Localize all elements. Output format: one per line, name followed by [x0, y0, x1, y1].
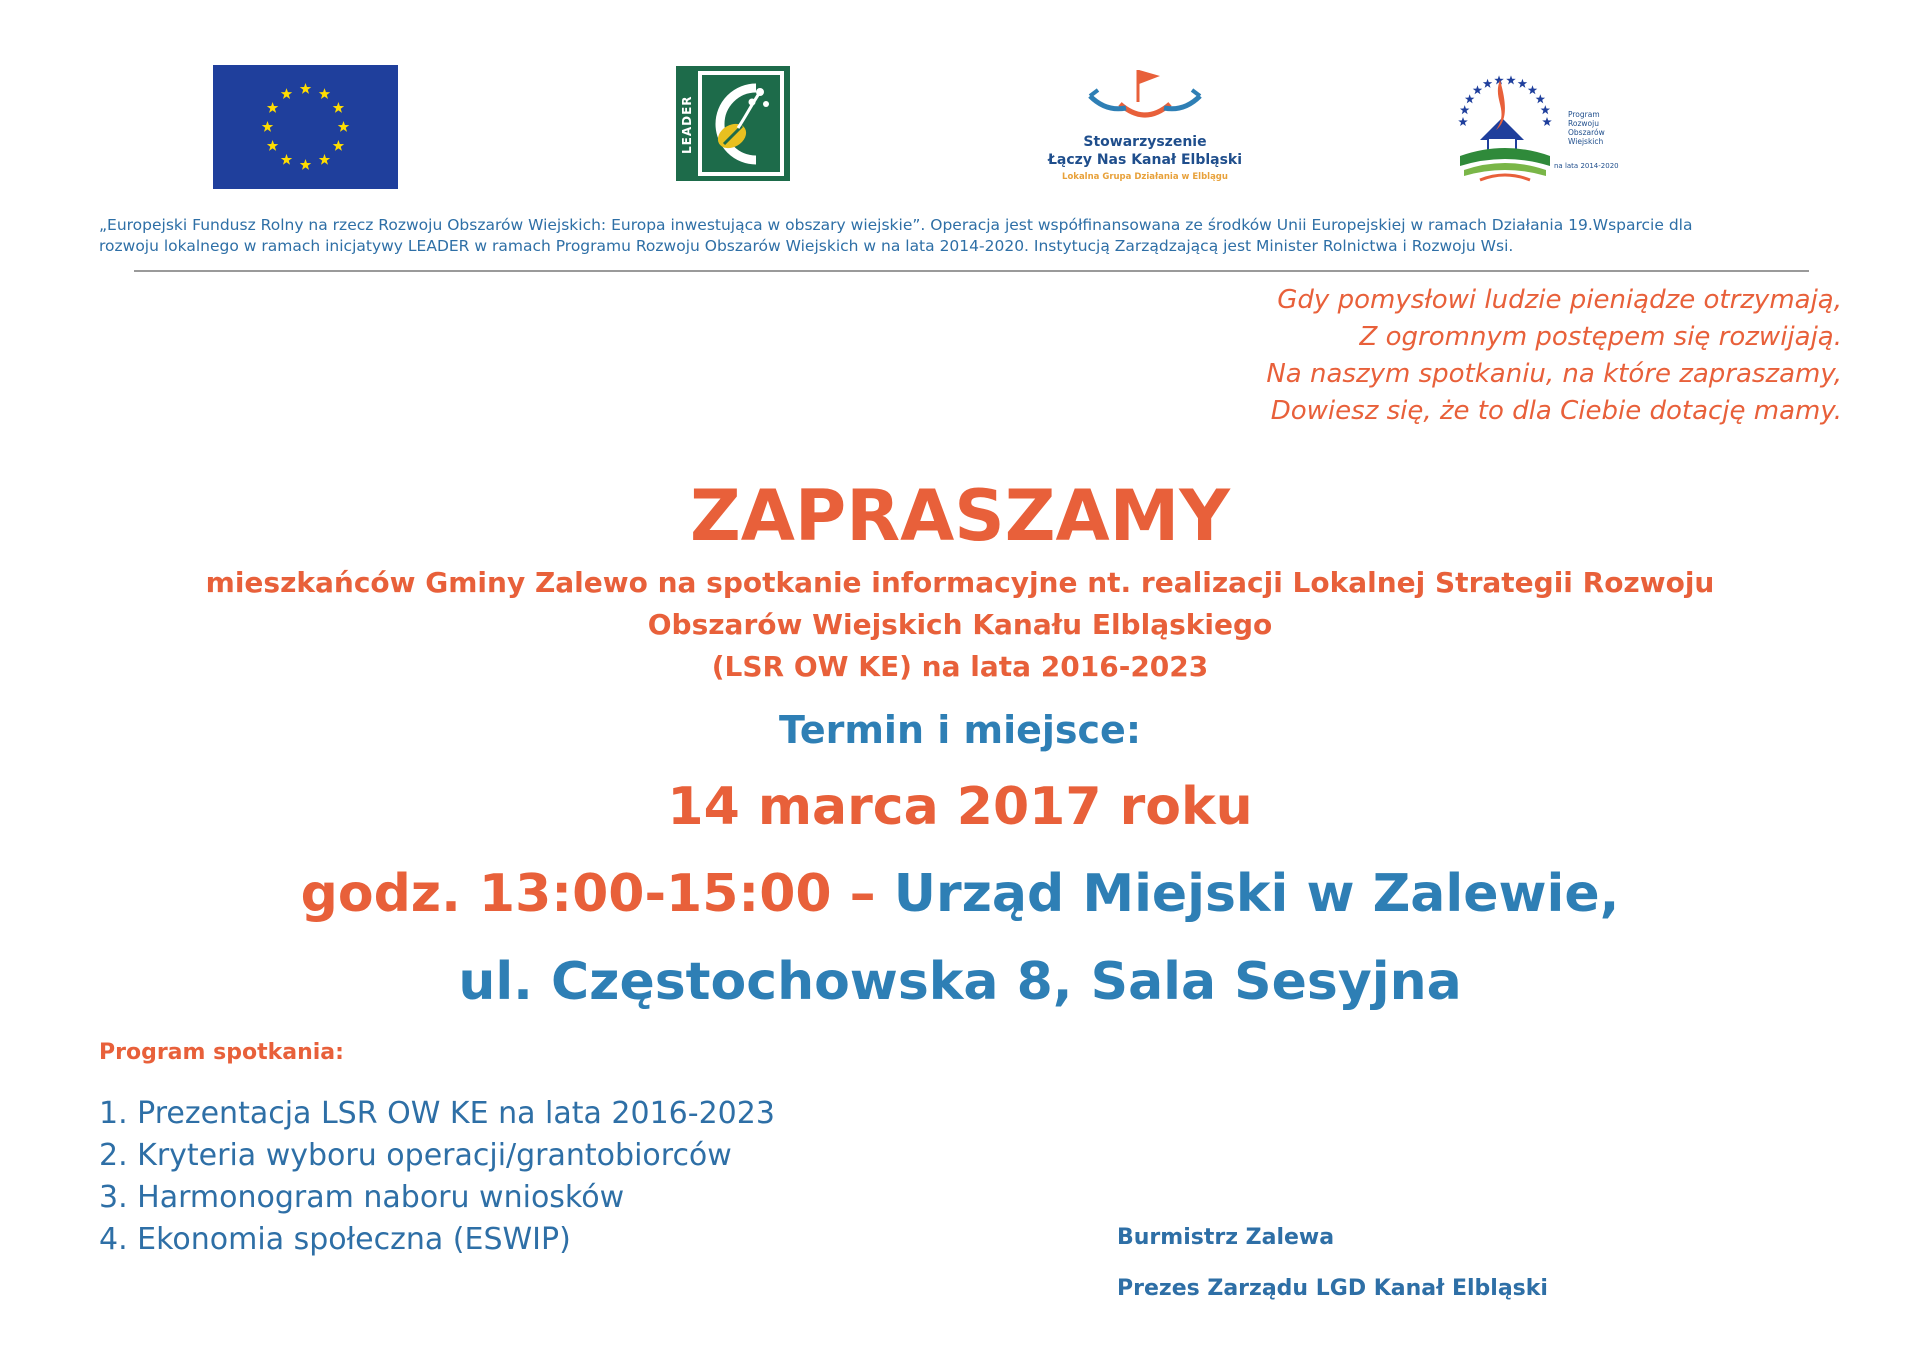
prow-logo-text: Program Rozwoju Obszarów Wiejskich	[1568, 110, 1605, 146]
program-list	[99, 1093, 775, 1261]
prow-star-icon	[1506, 75, 1516, 84]
signature-lgd-president: Prezes Zarządu LGD Kanał Elbląski	[1117, 1276, 1548, 1301]
divider	[134, 270, 1809, 272]
prow-logo-icon	[1450, 70, 1636, 185]
prow-star-icon	[1536, 94, 1546, 103]
invitation-line: mieszkańców Gminy Zalewo na spotkanie informacyjne nt. realizacji Lokalnej Strategii Rozwoju	[205, 566, 1715, 599]
program-item: 4. Ekonomia społeczna (ESWIP)	[99, 1222, 571, 1257]
signature-mayor: Burmistrz Zalewa	[1117, 1225, 1335, 1250]
poem-line: Z ogromnym postępem się rozwijają.	[1359, 322, 1842, 352]
poem-line: Na naszym spotkaniu, na które zapraszamy,	[1266, 359, 1842, 389]
prow-star-icon	[1528, 85, 1538, 94]
event-date: 14 marca 2017 roku	[667, 777, 1253, 837]
prow-star-icon	[1541, 105, 1551, 114]
prow-star-icon	[1518, 79, 1528, 88]
prow-logo-years: na lata 2014-2020	[1554, 162, 1619, 170]
invitation-line: (LSR OW KE) na lata 2016-2023	[711, 650, 1209, 683]
program-label: Program spotkania:	[99, 1040, 344, 1065]
lgd-name-line2: Łączy Nas Kanał Elbląski	[1047, 152, 1243, 168]
invitation-title: ZAPRASZAMY	[689, 475, 1230, 557]
prow-star-icon	[1542, 117, 1552, 126]
program-item: 1. Prezentacja LSR OW KE na lata 2016-2023	[99, 1096, 775, 1131]
poem-line: Dowiesz się, że to dla Ciebie dotację mamy.	[1270, 396, 1842, 426]
program-item: 3. Harmonogram naboru wniosków	[99, 1180, 625, 1215]
invitation-line: Obszarów Wiejskich Kanału Elbląskiego	[647, 608, 1273, 641]
poem-line: Gdy pomysłowi ludzie pieniądze otrzymają,	[1277, 285, 1842, 315]
lgd-subtitle: Lokalna Grupa Działania w Elblągu	[1062, 172, 1228, 182]
prow-star-icon	[1483, 79, 1493, 88]
prow-star-icon	[1473, 85, 1483, 94]
termin-label: Termin i miejsce:	[778, 708, 1142, 752]
poem	[1266, 282, 1842, 430]
program-item: 2. Kryteria wyboru operacji/grantobiorców	[99, 1138, 732, 1173]
event-time-place	[0, 862, 1920, 926]
leader-logo-text: LEADER	[680, 95, 694, 155]
lgd-name-line1: Stowarzyszenie	[1083, 134, 1207, 150]
event-place: Urząd Miejski w Zalewie,	[893, 864, 1620, 924]
event-time: godz. 13:00-15:00 –	[300, 864, 894, 924]
eu-flag-icon	[213, 65, 398, 189]
event-address: ul. Częstochowska 8, Sala Sesyjna	[458, 952, 1462, 1012]
prow-star-icon	[1465, 94, 1475, 103]
funding-note-line1: „Europejski Fundusz Rolny na rzecz Rozwoju Obszarów Wiejskich: Europa inwestująca w obszary wiejskie”. Operacja jest współfinansowana ze środków Unii Europejskiej w ramach Działania 19.Wsparcie dla	[99, 216, 1693, 234]
prow-star-icon	[1460, 105, 1470, 114]
prow-star-icon	[1458, 117, 1468, 126]
lgd-kanal-elblaski-logo-icon	[1040, 64, 1250, 190]
funding-note	[99, 215, 1819, 257]
leader-logo-icon	[676, 66, 790, 181]
funding-note-line2: rozwoju lokalnego w ramach inicjatywy LEADER w ramach Programu Rozwoju Obszarów Wiejskich w na lata 2014-2020. Instytucją Zarządzającą jest Minister Rolnictwa i Rozwoju Wsi.	[99, 237, 1514, 255]
